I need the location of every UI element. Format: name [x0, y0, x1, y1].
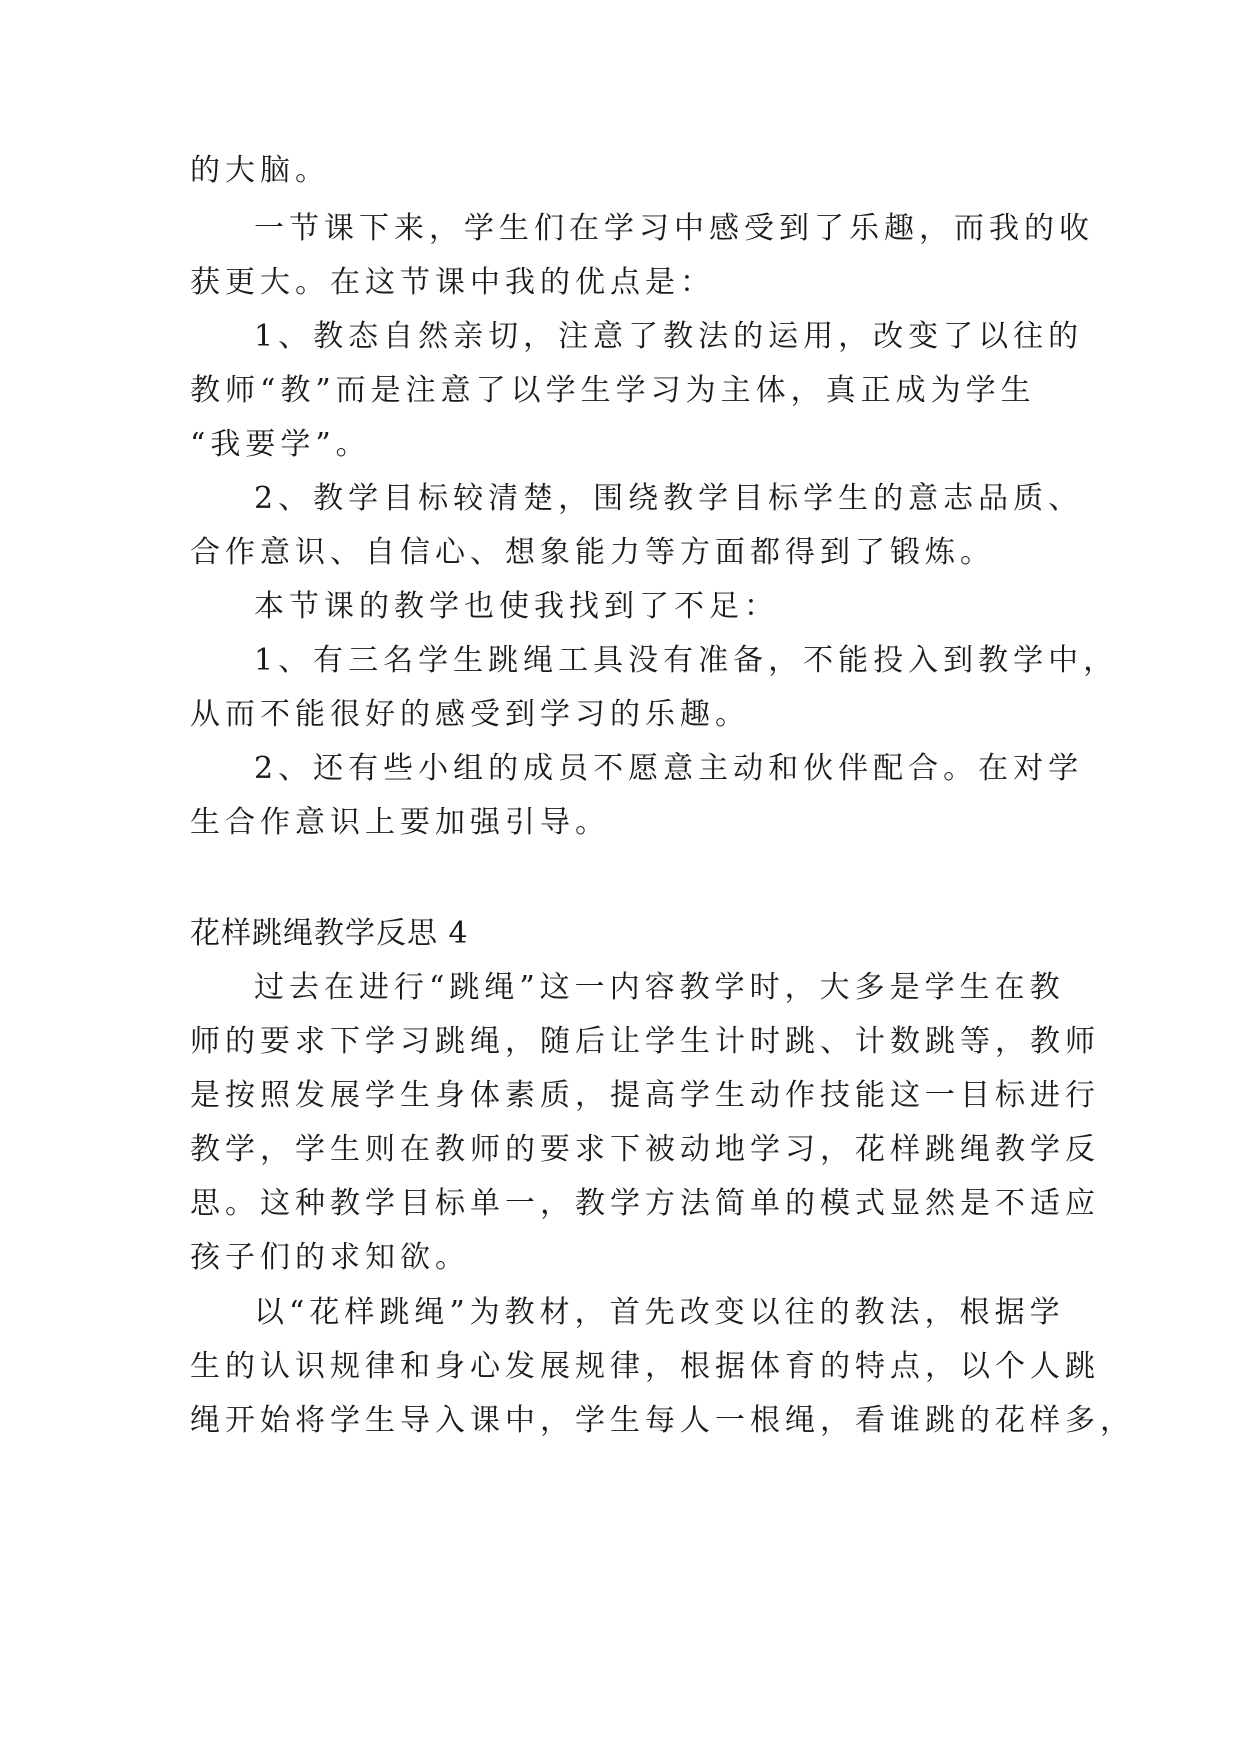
list-item-line: 生合作意识上要加强引导。: [190, 805, 610, 840]
list-item-line: “我要学”。: [190, 427, 371, 462]
paragraph-line: 获更大。在这节课中我的优点是：: [190, 265, 715, 300]
paragraph-line: 以“花样跳绳”为教材，首先改变以往的教法，根据学: [254, 1295, 1065, 1330]
list-item-line: 2、教学目标较清楚，围绕教学目标学生的意志品质、: [254, 481, 1084, 516]
paragraph-line: 是按照发展学生身体素质，提高学生动作技能这一目标进行: [190, 1078, 1100, 1113]
paragraph-line: 本节课的教学也使我找到了不足：: [254, 589, 779, 624]
paragraph-line: 过去在进行“跳绳”这一内容教学时，大多是学生在教: [254, 970, 1065, 1005]
list-item-line: 教师“教”而是注意了以学生学习为主体，真正成为学生: [190, 373, 1036, 408]
paragraph-line: 生的认识规律和身心发展规律，根据体育的特点，以个人跳: [190, 1349, 1100, 1384]
paragraph-line: 师的要求下学习跳绳，随后让学生计时跳、计数跳等，教师: [190, 1024, 1100, 1059]
list-item-line: 1、教态自然亲切，注意了教法的运用，改变了以往的: [254, 319, 1084, 354]
paragraph-line: 的大脑。: [190, 153, 330, 188]
paragraph-line: 孩子们的求知欲。: [190, 1240, 470, 1275]
list-item-line: 合作意识、自信心、想象能力等方面都得到了锻炼。: [190, 535, 995, 570]
paragraph-line: 教学，学生则在教师的要求下被动地学习，花样跳绳教学反: [190, 1132, 1100, 1167]
list-item-line: 1、有三名学生跳绳工具没有准备，不能投入到教学中，: [254, 643, 1119, 678]
list-item-line: 2、还有些小组的成员不愿意主动和伙伴配合。在对学: [254, 751, 1084, 786]
section-heading: 花样跳绳教学反思 4: [190, 916, 469, 951]
list-item-line: 从而不能很好的感受到学习的乐趣。: [190, 697, 750, 732]
paragraph-line: 思。这种教学目标单一，教学方法简单的模式显然是不适应: [190, 1186, 1100, 1221]
paragraph-line: 绳开始将学生导入课中，学生每人一根绳，看谁跳的花样多，: [190, 1403, 1135, 1438]
paragraph-line: 一节课下来，学生们在学习中感受到了乐趣，而我的收: [254, 211, 1094, 246]
